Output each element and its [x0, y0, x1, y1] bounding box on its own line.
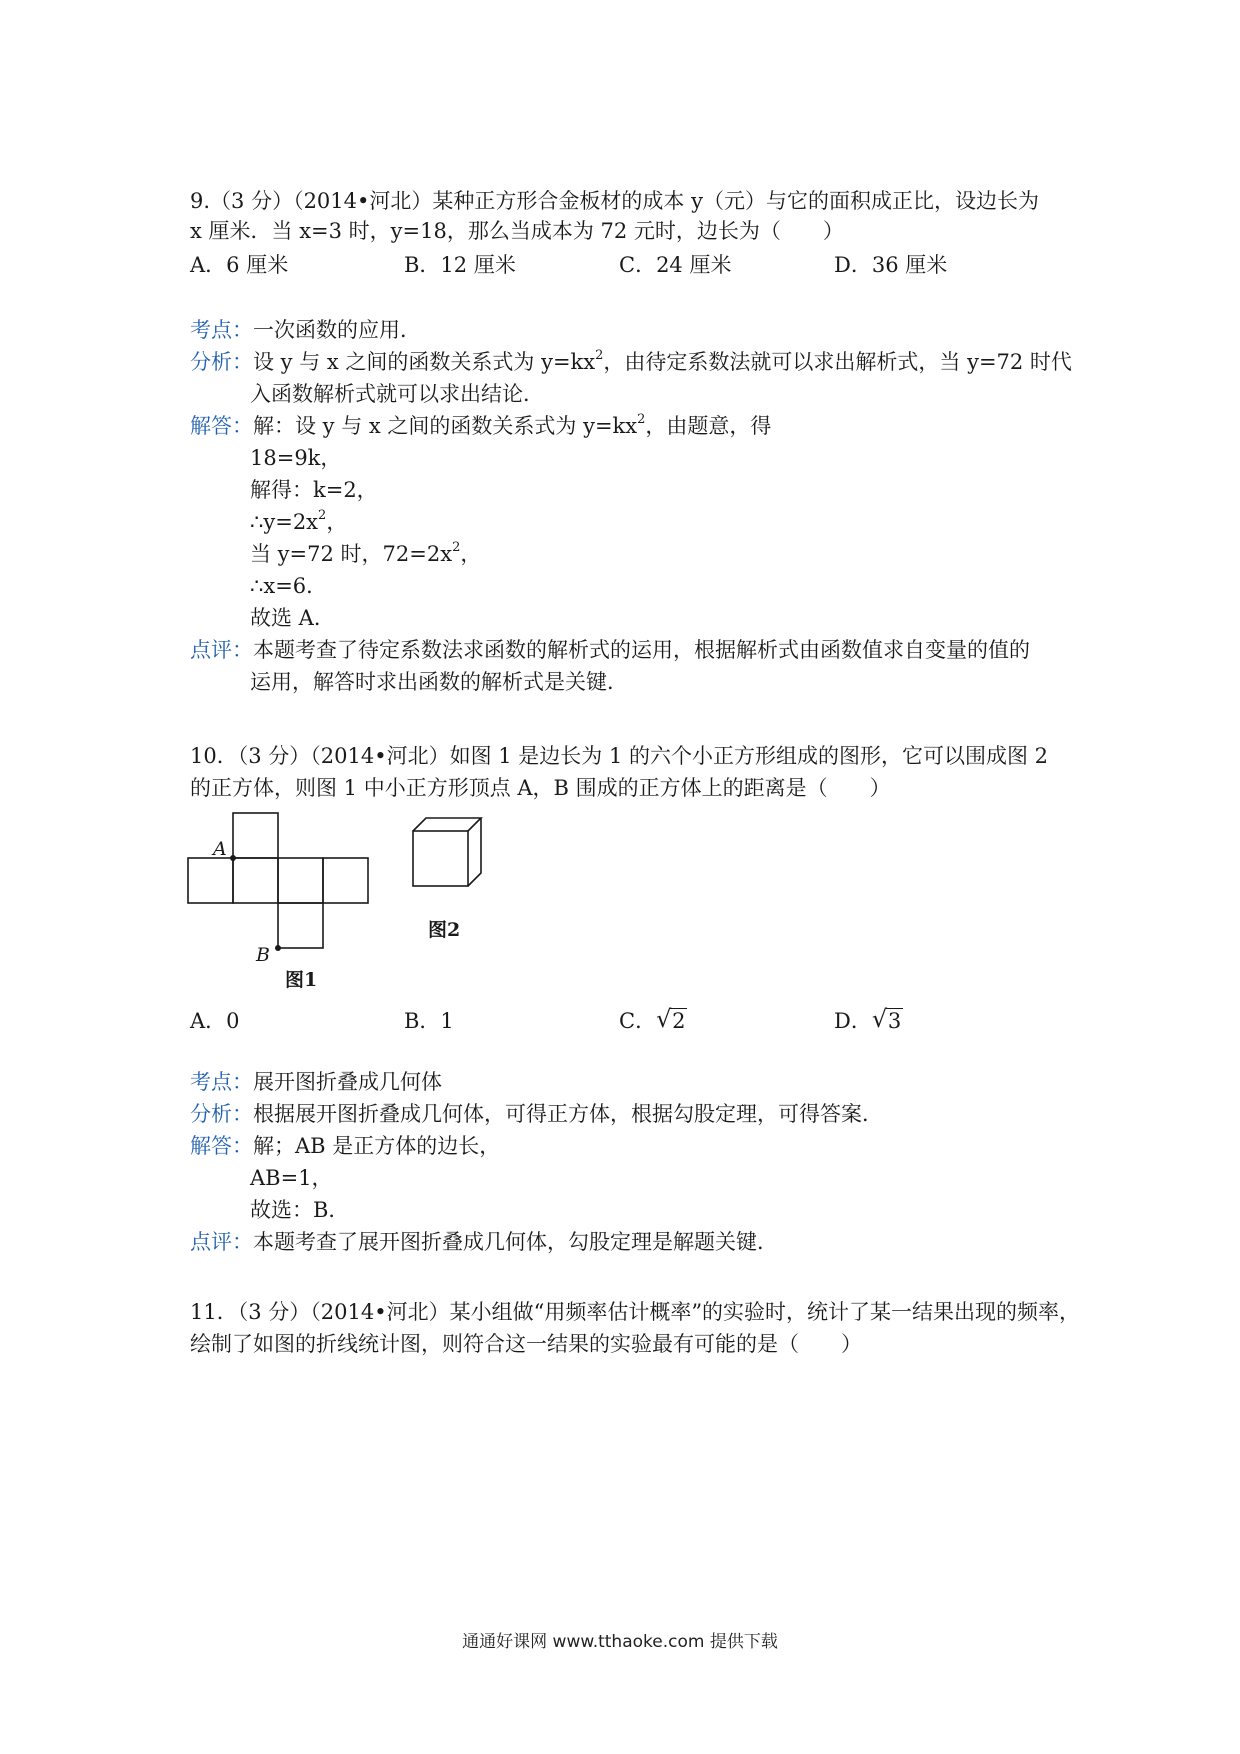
exponent: 2 — [318, 508, 327, 523]
sqrt-3: √ 3 — [871, 1005, 902, 1033]
jieda-text-cont: ，由题意，得 — [645, 414, 772, 438]
point-a — [230, 855, 236, 861]
net-square-3 — [278, 858, 323, 903]
q10-option-c — [619, 1006, 687, 1036]
q11-stem-line2: 绘制了如图的折线统计图，则符合这一结果的实验最有可能的是（ ） — [190, 1332, 862, 1356]
sqrt-2: √ 2 — [656, 1005, 686, 1033]
q10-stem-line1: 10．（3 分）（2014•河北）如图 1 是边长为 1 的六个小正方形组成的图形，它可以围成图 2 — [190, 744, 1049, 768]
dianping-text: 本题考查了待定系数法求函数的解析式的运用，根据解析式由函数值求自变量的值的 — [253, 638, 1030, 662]
q10-option-b: B．1 — [404, 1009, 454, 1033]
jieda-text-cont: ， — [460, 542, 482, 566]
q9-fenxi-line2: 入函数解析式就可以求出结论． — [250, 382, 544, 406]
exponent: 2 — [637, 412, 646, 427]
q11-stem-line1: 11．（3 分）（2014•河北）某小组做“用频率估计概率”的实验时，统计了某一结果出现的频率， — [190, 1300, 1081, 1324]
option-d-label: D． — [834, 1009, 872, 1033]
radicand: 3 — [887, 1009, 902, 1033]
cube-front — [413, 831, 468, 886]
jieda-label: 解答： — [190, 1134, 253, 1158]
net-square-bottom — [278, 903, 323, 948]
q10-option-d — [834, 1006, 903, 1036]
exponent: 2 — [452, 540, 461, 555]
q10-kaodian — [190, 1067, 442, 1097]
jieda-text: 解：设 y 与 x 之间的函数关系式为 y=kx — [253, 414, 638, 438]
fenxi-text: 设 y 与 x 之间的函数关系式为 y=kx — [253, 350, 596, 374]
q9-stem-line2: x 厘米．当 x=3 时，y=18，那么当成本为 72 元时，边长为（ ） — [190, 219, 844, 243]
label-a: A — [213, 838, 227, 860]
q9-jieda-line3: 解得：k=2， — [250, 478, 378, 502]
q9-stem-line1: 9.（3 分）（2014•河北）某种正方形合金板材的成本 y（元）与它的面积成正比，设边长为 — [190, 189, 1039, 213]
jieda-label: 解答： — [190, 414, 253, 438]
q9-option-b: B．12 厘米 — [404, 253, 516, 277]
net-square-top — [233, 813, 278, 858]
q9-dianping-line1 — [190, 635, 1030, 665]
figure2-cube — [413, 818, 481, 886]
fenxi-label: 分析： — [190, 1102, 253, 1126]
net-square-4 — [323, 858, 368, 903]
cube-top — [413, 818, 481, 831]
q9-kaodian — [190, 315, 421, 345]
q9-jieda-line4 — [250, 507, 347, 537]
kaodian-text: 展开图折叠成几何体 — [253, 1070, 442, 1094]
exponent: 2 — [595, 348, 604, 363]
q10-figures — [180, 808, 690, 998]
q9-jieda-line6: ∴x=6． — [250, 574, 328, 598]
dianping-label: 点评： — [190, 638, 253, 662]
figure2-caption: 图2 — [428, 919, 461, 941]
q10-fenxi — [190, 1099, 883, 1129]
q10-option-a: A．0 — [190, 1009, 240, 1033]
option-c-label: C． — [619, 1009, 657, 1033]
page-footer: 通通好课网 www.tthaoke.com 提供下载 — [462, 1632, 778, 1652]
net-square-1 — [188, 858, 233, 903]
dianping-text: 本题考查了展开图折叠成几何体，勾股定理是解题关键． — [253, 1230, 778, 1254]
figure1-net — [188, 813, 368, 948]
q9-option-d: D．36 厘米 — [834, 253, 948, 277]
q9-jieda-line5 — [250, 539, 481, 569]
figure1-caption: 图1 — [285, 969, 318, 991]
kaodian-text: 一次函数的应用． — [253, 318, 421, 342]
q9-option-a: A．6 厘米 — [190, 253, 289, 277]
kaodian-label: 考点： — [190, 318, 253, 342]
jieda-text: 当 y=72 时，72=2x — [250, 542, 453, 566]
fenxi-label: 分析： — [190, 350, 253, 374]
point-b — [275, 945, 281, 951]
jieda-text-cont: ， — [326, 510, 348, 534]
net-square-2 — [233, 858, 278, 903]
q9-jieda-line1 — [190, 411, 771, 441]
q10-stem-line2: 的正方体，则图 1 中小正方形顶点 A，B 围成的正方体上的距离是（ ） — [190, 776, 891, 800]
q9-jieda-line7: 故选 A． — [250, 606, 335, 630]
q9-fenxi-line1 — [190, 347, 1072, 377]
q10-jieda-line2: AB=1， — [250, 1166, 333, 1190]
radicand: 2 — [672, 1009, 686, 1033]
q10-jieda-line1 — [190, 1131, 500, 1161]
q10-dianping — [190, 1227, 778, 1257]
jieda-text: ∴y=2x — [250, 510, 319, 534]
kaodian-label: 考点： — [190, 1070, 253, 1094]
q9-option-c: C．24 厘米 — [619, 253, 732, 277]
jieda-text: 解；AB 是正方体的边长， — [253, 1134, 501, 1158]
q9-dianping-line2: 运用，解答时求出函数的解析式是关键． — [250, 670, 628, 694]
q10-jieda-line3: 故选：B． — [250, 1198, 350, 1222]
fenxi-text: 根据展开图折叠成几何体，可得正方体，根据勾股定理，可得答案． — [253, 1102, 883, 1126]
dianping-label: 点评： — [190, 1230, 253, 1254]
label-b: B — [256, 944, 270, 966]
q9-jieda-line2: 18=9k， — [250, 446, 342, 470]
fenxi-text-cont: ，由待定系数法就可以求出解析式，当 y=72 时代 — [603, 350, 1072, 374]
